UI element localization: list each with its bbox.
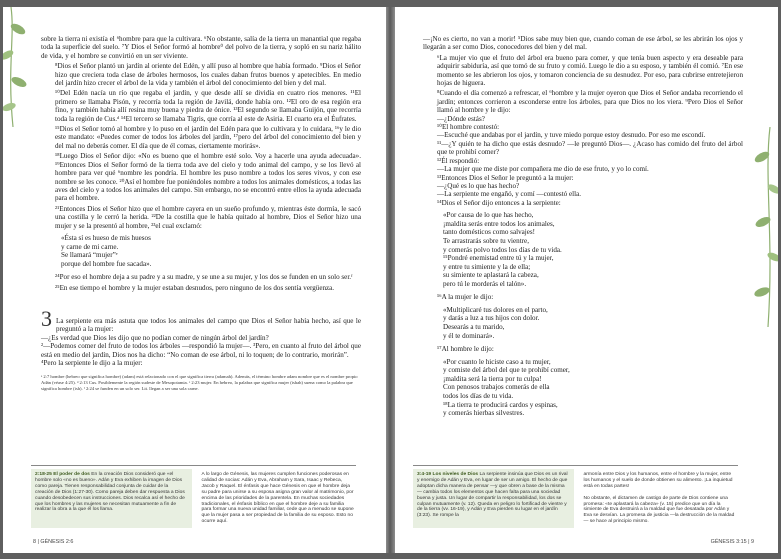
poem: «Por cuanto le hiciste caso a tu mujer, y comiste del árbol del que te prohibí comer, ¡maldita será la tierra por tu culpa! Con penosos trabajos comerás de ella todos los días de tu vida. ¹⁸La tierra te producirá cardos y espinas, y comerás hierbas silvestres. bbox=[443, 357, 570, 418]
left-page bbox=[3, 7, 386, 553]
paragraph: ⁶La mujer vio que el fruto del árbol era bueno para comer, y que tenía buen aspecto y era deseable para adquirir sabiduría, así que tomó de su fruto y comió. Luego le dio a su esposo, y también él comió. ⁷En ese momento se les abrieron los ojos, y tomaron conciencia de su desnudez. Por eso, para cubrirse entretejieron hojas de higuera. bbox=[437, 53, 743, 88]
paragraph: ¹⁵Dios el Señor tomó al hombre y lo puso en el jardín del Edén para que lo cultivara y lo cuidara, ¹⁶y le dio este mandato: «Puedes comer de todos los árboles del jardín, ¹⁷pero del árbol del conocimiento del bien y del mal no deberás comer. El día que de él comas, ciertamente morirás». bbox=[55, 125, 361, 150]
page-footer: 8 | GÉNESIS 2:6 bbox=[33, 539, 74, 545]
study-note-box bbox=[31, 469, 192, 528]
footnotes: ᵃ 2:7 hombre (hebreo que significa hombre) (adam) está relacionado con el que significa tierra (adamah). Además, el término hombre adam nombre que es el nombre propio Adán (véase 4:25). ᵈ 2:13 Cus. Posiblemente la región sudeste de Mesopotamia. ᵉ 2:23 mujer. En hebreo, la palabra que significa mujer (ishah) suena como la palabra que significa hombre (ish). ᶠ 2:24 se funden en un solo ser. Lit. llegan a ser una sola carne. bbox=[41, 374, 358, 391]
paragraph: ¹⁸Luego Dios el Señor dijo: «No es bueno que el hombre esté solo. Voy a hacerle una ayuda adecuada». ¹⁹Entonces Dios el Señor formó de la tierra toda ave del cielo y todo animal del campo, y se los llevó al hombre para ver qué ⁶nombre les pondría. El hombre les puso nombre a todos los seres vivos, y con ese nombre se les conoce. ²⁰Así el hombre fue poniéndoles nombre a todos los animales domésticos, a todas las aves del cielo y a todos los animales del campo. Sin embargo, no se encontró entre ellos la ayuda adecuada para el hombre. bbox=[55, 152, 361, 203]
poem: «Por causa de lo que has hecho, ¡maldita serás entre todos los animales, tanto domésticos como salvajes! Te arrastrarás sobre tu vientre, y comerás polvo todos los días de tu vida. ¹⁵Pondré enemistad entre tú y la mujer, y entre tu simiente y la de ella; su simiente te aplastará la cabeza, pero tú le morderás el talón». bbox=[443, 211, 562, 288]
study-note-title: 3:4-19 Los niveles de Dios bbox=[417, 472, 479, 477]
study-note-continued: A lo largo de Génesis, las mujeres cumplen funciones poderosas en calidad de socias: Adán y Eva, Abraham y Sara, Isaac y Rebeca, Jacob y Raquel. El énfasis que hace Génesis en que el hombre deja su padre para unirse a su esposa asigna gran valor al matrimonio, por encima de las prioridades de la parentela. En muchas sociedades tradicionales, el énfasis bíblico en que el hombre deje a su familia para formar una nueva unidad familiar, cede que a menudo se supone que la mujer pasa a ser propiedad de la familia de su esposo. Esto no ocurre aquí. bbox=[201, 472, 354, 525]
book-gutter bbox=[386, 7, 395, 553]
left-column bbox=[41, 35, 361, 391]
vine-decoration-icon bbox=[3, 7, 33, 127]
study-note bbox=[31, 465, 356, 528]
paragraph: ²⁵En ese tiempo el hombre y la mujer estaban desnudos, pero ninguno de los dos sentía vergüenza. bbox=[55, 283, 335, 292]
paragraph: ¹⁰Del Edén nacía un río que regaba el jardín, y que desde allí se dividía en cuatro ríos menores. ¹¹El primero se llamaba Pisón, y recorría toda la región de Javilá, donde había oro. ¹²El oro de esa región era fino, y también había allí resina muy buena y piedra de ónice. ¹³El segundo se llamaba Guijón, que recorría toda la región de Cus.ᵈ ¹⁴El tercero se llamaba Tigris, que corría al este de Asiria. El cuarto era el Éufrates. bbox=[55, 89, 361, 123]
study-note-text: La serpiente insinúa que Dios es un rival y enemigo de Adán y Eva, en lugar de ser un amigo. El hecho de que adoptan dicha manera de pensar —y que obren a base de la misma— cambia todos los elementos que hacen falta para una sociedad buena y justa. Un lugar de compartir la responsabilidad, los dos se culpan mutuamente (v. 12). Queda en peligro lo fortificad de vientre y de la tierra (vv. 16-19), y Adán y Eva pierden su lugar en el jardín (3:23). Se rompe la bbox=[417, 472, 568, 519]
page-footer: GÉNESIS 3:15 | 9 bbox=[710, 539, 754, 545]
right-page bbox=[395, 7, 778, 553]
chapter-text: La serpiente era más astuta que todos los animales del campo que Dios el Señor había hecho, así que le preguntó a la mujer: —¿Es verdad que Dios les dijo que no podían comer de ningún árbol del jardín? ²—Podemos comer del fruto de todos los árboles —respondió la mujer—. ³Pero, en cuanto al fruto del árbol que está en medio del jardín, Dios nos ha dicho: “No coman de ese árbol, ni lo toquen; de lo contrario, morirán”. ⁴Pero la serpiente le dijo a la mujer: bbox=[41, 316, 361, 367]
paragraph: ⁸Cuando el día comenzó a refrescar, el ⁶hombre y la mujer oyeron que Dios el Señor andaba recorriendo el jardín; entonces corrieron a esconderse entre los árboles, para que Dios no los viera. ⁹Pero Dios el Señor llamó al hombre y le dijo: —¿Dónde estás? ¹⁰El hombre contestó: —Escuché que andabas por el jardín, y tuve miedo porque estoy desnudo. Por eso me escondí. ¹¹—¿Y quién te ha dicho que estás desnudo? —le preguntó Dios—. ¿Acaso has comido del fruto del árbol que te prohibí comer? ¹²Él respondió: —La mujer que me diste por compañera me dio de ese fruto, y yo lo comí. ¹³Entonces Dios el Señor le preguntó a la mujer: —¿Qué es lo que has hecho? —La serpiente me engañó, y comí —contestó ella. ¹⁴Dios el Señor dijo entonces a la serpiente: bbox=[437, 89, 743, 207]
paragraph: sobre la tierra ni existía el ⁶hombre para que la cultivara. ⁶No obstante, salía de la tierra un manantial que regaba toda la superficie del suelo. ⁷Y Dios el Señor formó al hombre⁰ del polvo de la tierra, y sopló en su nariz hálito de vida, y el hombre se convirtió en un ser viviente. bbox=[41, 35, 361, 60]
paragraph: ²⁴Por eso el hombre deja a su padre y a su madre, y se une a su mujer, y los dos se funden en un solo ser.ᶠ bbox=[55, 273, 353, 282]
paragraph: ²¹Entonces Dios el Señor hizo que el hombre cayera en un sueño profundo y, mientras éste dormía, le sacó una costilla y le cerró la herida. ²²De la costilla que le había quitado al hombre, Dios el Señor hizo una mujer y se la presentó al hombre, ²³el cual exclamó: bbox=[55, 204, 361, 230]
paragraph: ⁸Dios el Señor plantó un jardín al oriente del Edén, y allí puso al hombre que había formado. ⁹Dios el Señor hizo que creciera toda clase de árboles hermosos, los cuales daban frutos buenos y apetecibles. En medio del jardín hizo crecer el árbol de la vida y también el árbol del conocimiento del bien y del mal. bbox=[55, 62, 361, 88]
study-note-box bbox=[413, 469, 574, 528]
study-note bbox=[413, 465, 738, 528]
paragraph: ¹⁶A la mujer le dijo: bbox=[437, 293, 494, 302]
study-note-title: 2:18-25 El poder de dos bbox=[35, 472, 90, 477]
right-column bbox=[423, 35, 743, 423]
paragraph: ¹⁷Al hombre le dijo: bbox=[437, 345, 494, 354]
paragraph: —¡No es cierto, no van a morir! ⁵Dios sabe muy bien que, cuando coman de ese árbol, se les abrirán los ojos y llegarán a ser como Dios, conocedores del bien y del mal. bbox=[423, 35, 743, 52]
poem: «Ésta sí es hueso de mis huesos y carne de mi carne. Se llamará “mujer”ᵉ porque del hombre fue sacada». bbox=[61, 233, 152, 268]
study-note-continued: armonía entre Dios y los humanos, entre el hombre y la mujer, entre los humanos y el suelo de donde obtienen su alimento. ¡La inquietud está en todas partes! No obstante, el dictamen de castigo de parte de Dios contiene una promesa: «te aplastará la cabeza» (v. 15) predice que un día la simiente de Eva destruirá a la maldad que fue desatada por Adán y Eva se desvían. La promesa de justicia —la destrucción de la maldad— se hace al principio mismo. bbox=[583, 472, 735, 525]
chapter-number: 3 bbox=[41, 305, 52, 331]
chapter-3 bbox=[41, 300, 361, 367]
vine-decoration-icon bbox=[750, 127, 778, 327]
poem: «Multiplicaré tus dolores en el parto, y darás a luz a tus hijos con dolor. Desearás a tu marido, y él te dominará». bbox=[443, 305, 548, 340]
study-note-text: En la creación Dios consideró que «el hombre solo «no es bueno». Adán y Eva exhiben la imagen de Dios como pareja. Tienen responsabilidad conjunta de cuidar de la creación de Dios (1:27-30). Como pareja deben dar respuesta a Dios cuando desobedecen sus instrucciones. Dios recalca así el hecho de que los hombres y las mujeres se necesitan mutuamente a fin de realizar la obra a la que él los llama. bbox=[35, 472, 185, 513]
